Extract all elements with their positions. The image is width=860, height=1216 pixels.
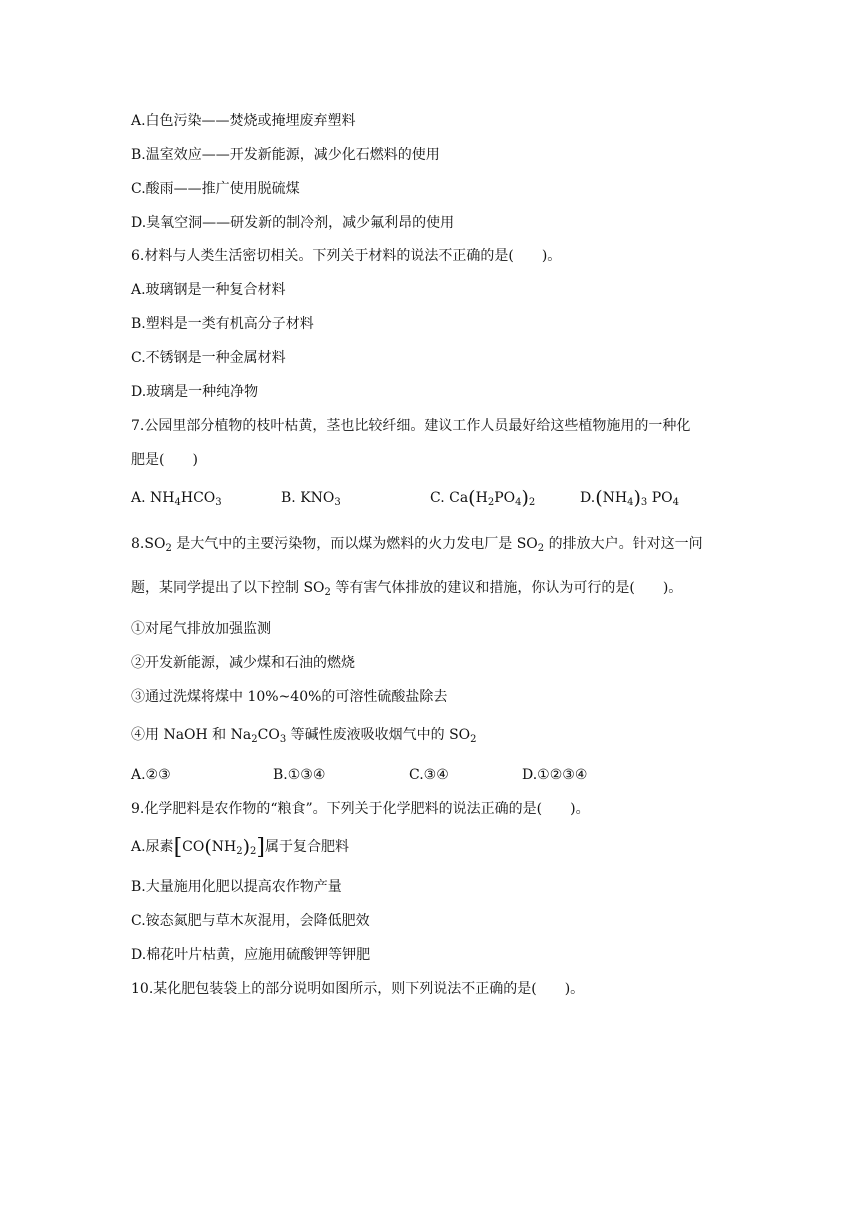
q8-item-2: ②开发新能源，减少煤和石油的燃烧 <box>131 655 355 671</box>
q8-item-4: ④用 NaOH 和 $Na_2CO_3$ 等碱性废液吸收烟气中的 $SO_2$ <box>131 727 477 745</box>
q6-option-d: D.玻璃是一种纯净物 <box>131 384 259 400</box>
q7-option-a: A. $NH_4HCO_3$ <box>131 490 222 508</box>
q6-option-c: C.不锈钢是一种金属材料 <box>131 350 286 366</box>
q6-option-a: A.玻璃钢是一种复合材料 <box>131 282 286 298</box>
q9-stem: 9.化学肥料是农作物的“粮食”。下列关于化学肥料的说法正确的是( )。 <box>131 801 590 817</box>
q9-option-a: A.尿素$[CO(NH_2)_2]$属于复合肥料 <box>131 835 350 860</box>
q8-stem-line1: $8.SO_2$ 是大气中的主要污染物，而以煤为燃料的火力发电厂是 $SO_2$ 的排放大户。针对这一问 <box>131 536 703 554</box>
q7-stem-line1: 7.公园里部分植物的枝叶枯黄，茎也比较纤细。建议工作人员最好给这些植物施用的一种化 <box>131 418 691 434</box>
q9-option-d: D.棉花叶片枯黄，应施用硫酸钾等钾肥 <box>131 947 371 963</box>
q8-item-1: ①对尾气排放加强监测 <box>131 621 271 637</box>
q8-option-a: A.②③ <box>131 767 171 783</box>
q8-option-b: B.①③④ <box>273 767 326 783</box>
q8-stem-line2: 题，某同学提出了以下控制 $SO_2$ 等有害气体排放的建议和措施，你认为可行的是( )。 <box>131 580 683 598</box>
q5-option-b: B.温室效应——开发新能源，减少化石燃料的使用 <box>131 147 440 163</box>
q8-option-c: C.③④ <box>409 767 449 783</box>
q7-option-b: B. $KNO_3$ <box>281 490 341 508</box>
q6-stem: 6.材料与人类生活密切相关。下列关于材料的说法不正确的是( )。 <box>131 248 562 264</box>
q9-option-b: B.大量施用化肥以提高农作物产量 <box>131 879 342 895</box>
q5-option-c: C.酸雨——推广使用脱硫煤 <box>131 181 300 197</box>
q8-option-d: D.①②③④ <box>522 767 588 783</box>
q5-option-a: A.白色污染——焚烧或掩埋废弃塑料 <box>131 113 356 129</box>
q7-stem-line2: 肥是( ) <box>131 452 198 468</box>
q6-option-b: B.塑料是一类有机高分子材料 <box>131 316 314 332</box>
q10-stem: 10.某化肥包装袋上的部分说明如图所示，则下列说法不正确的是( )。 <box>131 981 585 997</box>
q9-option-c: C.铵态氮肥与草木灰混用，会降低肥效 <box>131 913 370 929</box>
q5-option-d: D.臭氧空洞——研发新的制冷剂，减少氟利昂的使用 <box>131 215 455 231</box>
q8-item-3: ③通过洗煤将煤中 10%~40%的可溶性硫酸盐除去 <box>131 689 448 705</box>
q7-option-c: C. $Ca(H_2PO_4)_2$ <box>430 487 536 509</box>
q7-option-d: $D.(NH_4)_3$ $PO_4$ <box>580 487 679 509</box>
